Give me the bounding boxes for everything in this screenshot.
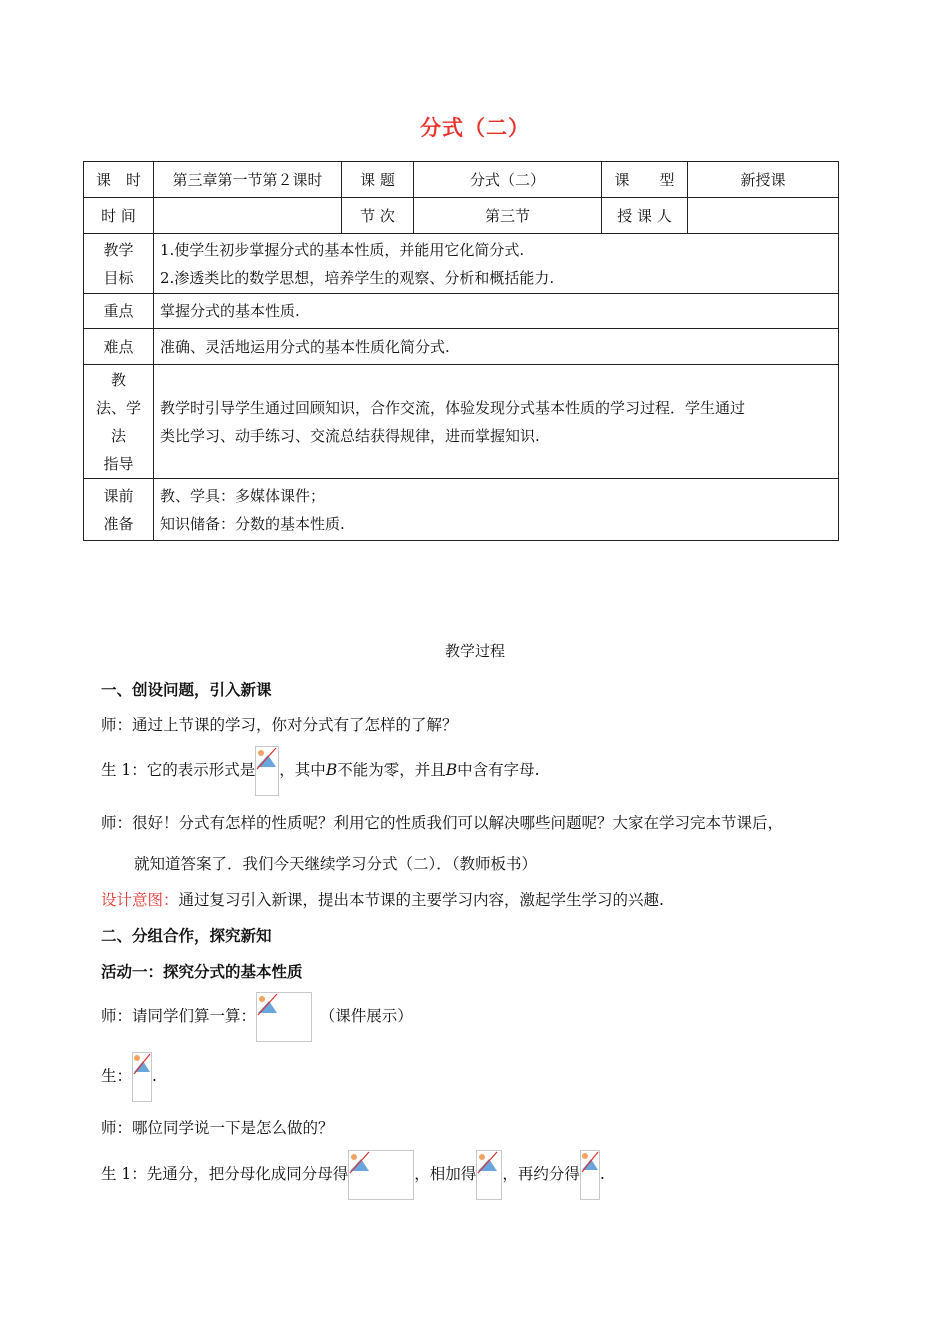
teacher-label: 授 课 人 (602, 198, 688, 234)
teacher-value (688, 198, 839, 234)
teacher-line: 师：通过上节课的学习，你对分式有了怎样的了解？ (101, 716, 458, 734)
student-line: 生 1：先通分，把分母化成同分母得 ，相加得 ，再约分得 . (101, 1150, 605, 1200)
prep-content: 教、学具：多媒体课件； 知识储备：分数的基本性质. (154, 479, 839, 541)
process-heading: 教学过程 (444, 642, 505, 660)
method-content: 教学时引导学生通过回顾知识，合作交流，体验发现分式基本性质的学习过程．学生通过 类比学习、动手练习、交流总结获得规律，进而掌握知识. (154, 365, 839, 479)
teacher-line: 师：请同学们算一算： （课件展示） (101, 992, 413, 1042)
section-label: 节 次 (342, 198, 414, 234)
section-heading: 二、分组合作，探究新知 (101, 926, 272, 945)
section-value: 第三节 (414, 198, 602, 234)
formula-image-icon (348, 1150, 414, 1200)
time-label: 时 间 (84, 198, 154, 234)
formula-image-icon (255, 746, 279, 796)
page-title: 分式（二） (420, 115, 530, 140)
goal-line: 2.渗透类比的数学思想，培养学生的观察、分析和概括能力. (160, 268, 555, 287)
difficulty-text: 准确、灵活地运用分式的基本性质化简分式. (154, 329, 839, 365)
topic-value: 分式（二） (414, 162, 602, 198)
key-point-text: 掌握分式的基本性质. (154, 294, 839, 329)
goals-label: 教学 目标 (84, 234, 154, 294)
teacher-line: 师：哪位同学说一下是怎么做的？ (101, 1119, 334, 1137)
goal-line: 1.使学生初步掌握分式的基本性质，并能用它化简分式. (160, 240, 525, 259)
student-line: 生： . (101, 1052, 157, 1102)
formula-image-icon (580, 1150, 600, 1200)
lesson-type-value: 新授课 (688, 162, 839, 198)
goals-content (154, 234, 839, 294)
teacher-line-continued: 就知道答案了．我们今天继续学习分式（二）．（教师板书） (134, 855, 538, 873)
key-point-label: 重点 (84, 294, 154, 329)
time-value (154, 198, 342, 234)
activity-heading: 活动一：探究分式的基本性质 (101, 962, 303, 981)
difficulty-label: 难点 (84, 329, 154, 365)
formula-image-icon (256, 992, 312, 1042)
method-label: 教 法、学 法 指导 (84, 365, 154, 479)
teacher-line: 师：很好！分式有怎样的性质呢？利用它的性质我们可以解决哪些问题呢？大家在学习完本节课后， (101, 814, 784, 832)
period-value: 第三章第一节第２课时 (154, 162, 342, 198)
prep-label: 课前 准备 (84, 479, 154, 541)
topic-label: 课 题 (342, 162, 414, 198)
student-line: 生 1：它的表示形式是 ，其中B不能为零，并且B中含有字母. (101, 746, 540, 796)
design-intent: 设计意图：通过复习引入新课，提出本节课的主要学习内容，激起学生学习的兴趣. (101, 891, 664, 909)
design-intent-label: 设计意图： (101, 891, 179, 909)
formula-image-icon (132, 1052, 152, 1102)
lesson-info-table (83, 161, 839, 541)
period-label: 课 时 (84, 162, 154, 198)
lesson-type-label: 课 型 (602, 162, 688, 198)
formula-image-icon (476, 1150, 502, 1200)
section-heading: 一、创设问题，引入新课 (101, 680, 272, 699)
